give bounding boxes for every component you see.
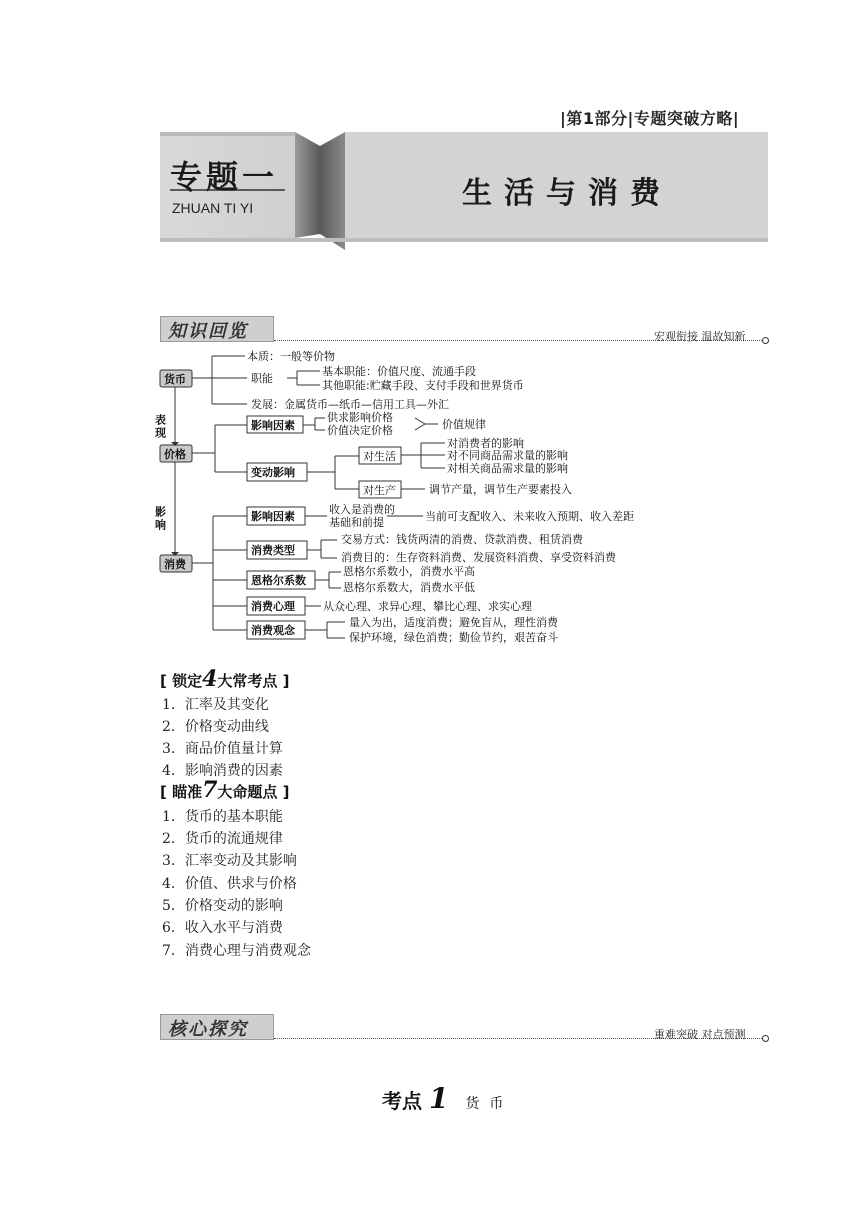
price-value-law: 价值规律 [442, 418, 486, 431]
section-core-right: 重难突破 对点预测 [654, 1028, 746, 1041]
section-review-label: 知识回览 [168, 321, 248, 342]
consume-factors-mid-1: 收入是消费的 [329, 503, 395, 516]
consume-types-box: 消费类型 [251, 544, 295, 557]
price-life-1: 对消费者的影响 [447, 437, 524, 450]
list-item: 2．货币的流通规律 [162, 831, 283, 847]
consume-concept-1: 量入为出，适度消费；避免盲从，理性消费 [349, 616, 558, 629]
aim-heading [160, 777, 289, 803]
price-value-decides: 价值决定价格 [327, 424, 393, 437]
knowledge-mindmap [155, 348, 685, 650]
kaodian-heading [382, 1082, 513, 1115]
list-item: 6．收入水平与消费 [162, 920, 283, 936]
kaodian-num: 1 [428, 1082, 449, 1115]
price-change-box: 变动影响 [251, 466, 295, 479]
circle-icon [762, 1035, 769, 1042]
lock-prefix: [ 锁定 [160, 672, 203, 690]
topic-title: 生活与消费 [462, 176, 672, 211]
price-production-text: 调节产量，调节生产要素投入 [429, 483, 572, 496]
consume-concept-box: 消费观念 [251, 624, 295, 637]
list-item: 3．汇率变动及其影响 [162, 853, 297, 869]
price-life-2: 对不同商品需求量的影响 [447, 449, 568, 462]
root-consume: 消费 [164, 558, 186, 571]
currency-development: 发展：金属货币—纸币—信用工具—外汇 [251, 398, 449, 411]
kaodian-subject: 货币 [465, 1096, 514, 1112]
price-factors-box: 影响因素 [251, 419, 295, 432]
badge-subtitle: ZHUAN TI YI [172, 200, 254, 216]
section-core-label: 核心探究 [168, 1019, 248, 1040]
consume-factors-box: 影响因素 [251, 510, 295, 523]
aim-prefix: [ 瞄准 [160, 783, 203, 801]
kaodian-prefix: 考点 [382, 1089, 422, 1113]
consume-psych-box: 消费心理 [251, 600, 295, 613]
link-biaoxian: 表现 [153, 414, 167, 440]
price-supply-demand: 供求影响价格 [327, 411, 393, 424]
price-life-3: 对相关商品需求量的影响 [447, 462, 568, 475]
link-yingxiang: 影响 [153, 506, 167, 532]
list-item: 7．消费心理与消费观念 [162, 943, 311, 959]
root-currency: 货币 [164, 373, 186, 386]
consume-types-1: 交易方式：钱货两清的消费、贷款消费、租赁消费 [341, 533, 583, 546]
root-price: 价格 [164, 448, 186, 461]
currency-function-label: 职能 [251, 372, 273, 385]
lock-num: 4 [202, 666, 218, 692]
list-item: 1．货币的基本职能 [162, 809, 283, 825]
lock-heading [160, 666, 289, 692]
list-item: 5．价格变动的影响 [162, 898, 283, 914]
part-label: |第1部分|专题突破方略| [560, 109, 740, 128]
consume-types-2: 消费目的：生存资料消费、发展资料消费、享受资料消费 [341, 551, 616, 564]
list-item: 1．汇率及其变化 [162, 697, 269, 713]
list-item: 4．价值、供求与价格 [162, 876, 297, 892]
list-item: 2．价格变动曲线 [162, 719, 269, 735]
consume-engel-box: 恩格尔系数 [251, 574, 306, 587]
aim-num: 7 [202, 777, 218, 803]
consume-concept-2: 保护环境，绿色消费；勤俭节约，艰苦奋斗 [349, 631, 558, 644]
list-item: 4．影响消费的因素 [162, 763, 283, 779]
price-production-box: 对生产 [363, 484, 396, 497]
currency-essence: 本质：一般等价物 [247, 350, 335, 363]
section-core-bar [160, 1014, 772, 1042]
consume-engel-2: 恩格尔系数大，消费水平低 [343, 581, 475, 594]
section-review-right: 宏观衔接 温故知新 [654, 330, 746, 343]
lock-suffix: 大常考点 ] [217, 672, 290, 690]
badge-title: 专题一 [170, 158, 279, 196]
currency-basic-function: 基本职能：价值尺度、流通手段 [322, 365, 476, 378]
consume-engel-1: 恩格尔系数小，消费水平高 [343, 565, 475, 578]
circle-icon [762, 337, 769, 344]
consume-factors-right: 当前可支配收入、未来收入预期、收入差距 [425, 510, 634, 523]
aim-suffix: 大命题点 ] [217, 783, 290, 801]
list-item: 3．商品价值量计算 [162, 741, 283, 757]
price-life-box: 对生活 [363, 450, 396, 463]
currency-other-function: 其他职能:贮藏手段、支付手段和世界货币 [322, 379, 524, 392]
consume-psych-text: 从众心理、求异心理、攀比心理、求实心理 [323, 600, 532, 613]
section-review-bar [160, 316, 772, 344]
consume-factors-mid-2: 基础和前提 [329, 516, 384, 529]
